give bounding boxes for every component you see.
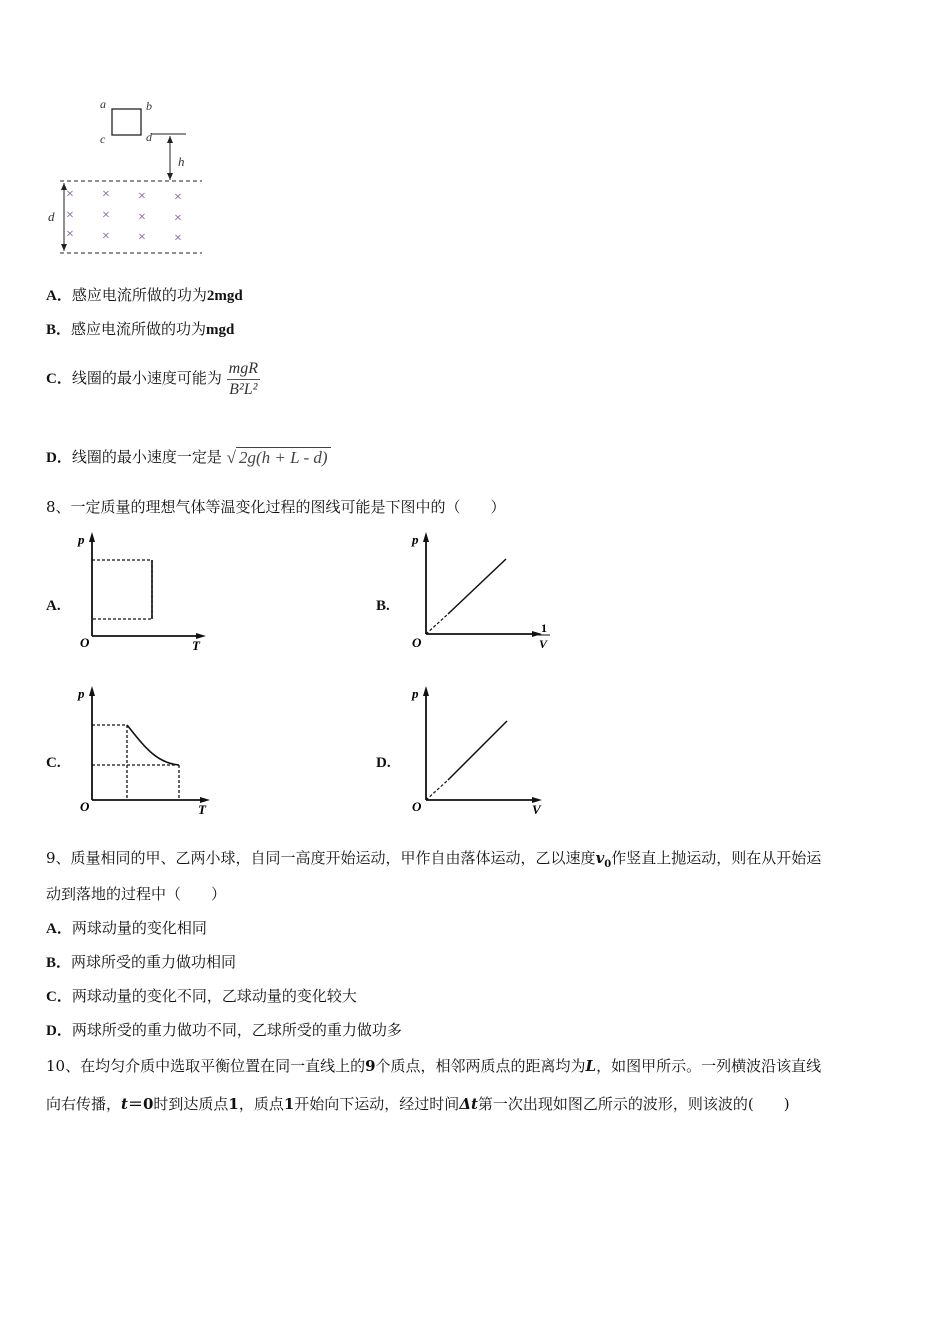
svg-text:×: × (66, 187, 74, 202)
graph-d (404, 684, 554, 822)
graph-a (72, 530, 212, 654)
sqrt-radicand: 2g(h + L - d) (236, 447, 331, 467)
svg-text:×: × (174, 231, 182, 246)
option-label: A． (46, 288, 72, 304)
axis-1: 1 (541, 621, 547, 635)
q9-option-a: A．两球动量的变化相同 (46, 919, 207, 937)
axis-T: T (192, 638, 200, 653)
graph-c (72, 684, 218, 822)
fraction-numerator: mgR (227, 359, 260, 380)
label-h: h (178, 154, 185, 169)
svg-text:×: × (138, 210, 146, 225)
option-text: 感应电流所做的功为 (71, 320, 207, 338)
svg-text:×: × (174, 211, 182, 226)
label-d-corner: d (146, 130, 152, 144)
fraction-denominator: B²L² (229, 380, 258, 398)
svg-text:×: × (138, 230, 146, 245)
q9-option-d: D．两球所受的重力做功不同，乙球所受的重力做功多 (46, 1021, 402, 1039)
svg-text:×: × (66, 208, 74, 223)
graph-b (404, 530, 564, 654)
fraction-mgR-over-B2L2 (227, 359, 260, 400)
q9-option-b: B．两球所受的重力做功相同 (46, 953, 237, 971)
option-value: 2mgd (206, 288, 243, 304)
label-d-side: d (48, 209, 55, 224)
q9-stem-line2: 动到落地的过程中（ ） (46, 885, 227, 903)
label-a: a (100, 97, 106, 111)
origin-O: O (412, 799, 422, 814)
q9-stem-line1: 9、质量相同的甲、乙两小球，自同一高度开始运动，甲作自由落体运动，乙以速度$v_0$作竖直上抛运动，则在从开始运 (46, 849, 822, 870)
svg-text:×: × (102, 187, 110, 202)
q7-option-b (46, 319, 234, 340)
q9-option-c: C．两球动量的变化不同，乙球动量的变化较大 (46, 987, 357, 1005)
svg-text:×: × (174, 190, 182, 205)
q7-option-d (46, 440, 331, 475)
axis-p: p (412, 686, 419, 701)
option-text: 线圈的最小速度可能为 (71, 369, 222, 387)
graph-a-label: A. (46, 598, 61, 614)
origin-O: O (80, 635, 90, 650)
label-b: b (146, 99, 152, 113)
option-label: B． (46, 322, 72, 338)
origin-O: O (412, 635, 422, 650)
axis-p: p (412, 532, 419, 547)
graph-b-label: B. (376, 598, 390, 614)
origin-O: O (80, 799, 90, 814)
option-text: 线圈的最小速度一定是 (71, 448, 222, 466)
axis-V: V (532, 802, 541, 817)
v0-symbol: v (595, 849, 605, 867)
option-label: D． (46, 450, 72, 466)
label-c: c (100, 132, 106, 146)
axis-p: p (78, 532, 85, 547)
graph-c-label: C. (46, 755, 61, 771)
svg-text:×: × (66, 227, 74, 242)
sqrt-expression: √ 2g(h + L - d) (227, 441, 331, 475)
option-text: 感应电流所做的功为 (71, 286, 207, 304)
axis-p: p (78, 686, 85, 701)
q7-option-a (46, 285, 243, 306)
field-crosses (66, 187, 182, 246)
graph-d-label: D. (376, 755, 391, 771)
q10-stem-line1: 10、在均匀介质中选取平衡位置在同一直线上的9个质点，相邻两质点的距离均为L，如图甲所示。一列横波沿该直线 (46, 1057, 822, 1075)
q10-stem-line2: 向右传播，t＝0时到达质点1，质点1开始向下运动，经过时间Δt第一次出现如图乙所示的波形，则该波的( ) (46, 1095, 790, 1113)
q8-stem: 8、一定质量的理想气体等温变化过程的图线可能是下图中的（ ） (46, 498, 506, 516)
option-label: C． (46, 371, 72, 387)
svg-text:×: × (102, 208, 110, 223)
svg-text:×: × (102, 229, 110, 244)
q7-option-c (46, 356, 260, 401)
svg-text:×: × (138, 189, 146, 204)
option-value: mgd (206, 322, 235, 338)
axis-T: T (198, 802, 206, 817)
loop-field-figure (40, 92, 220, 262)
axis-V: V (539, 637, 548, 651)
coil-square (112, 109, 141, 135)
